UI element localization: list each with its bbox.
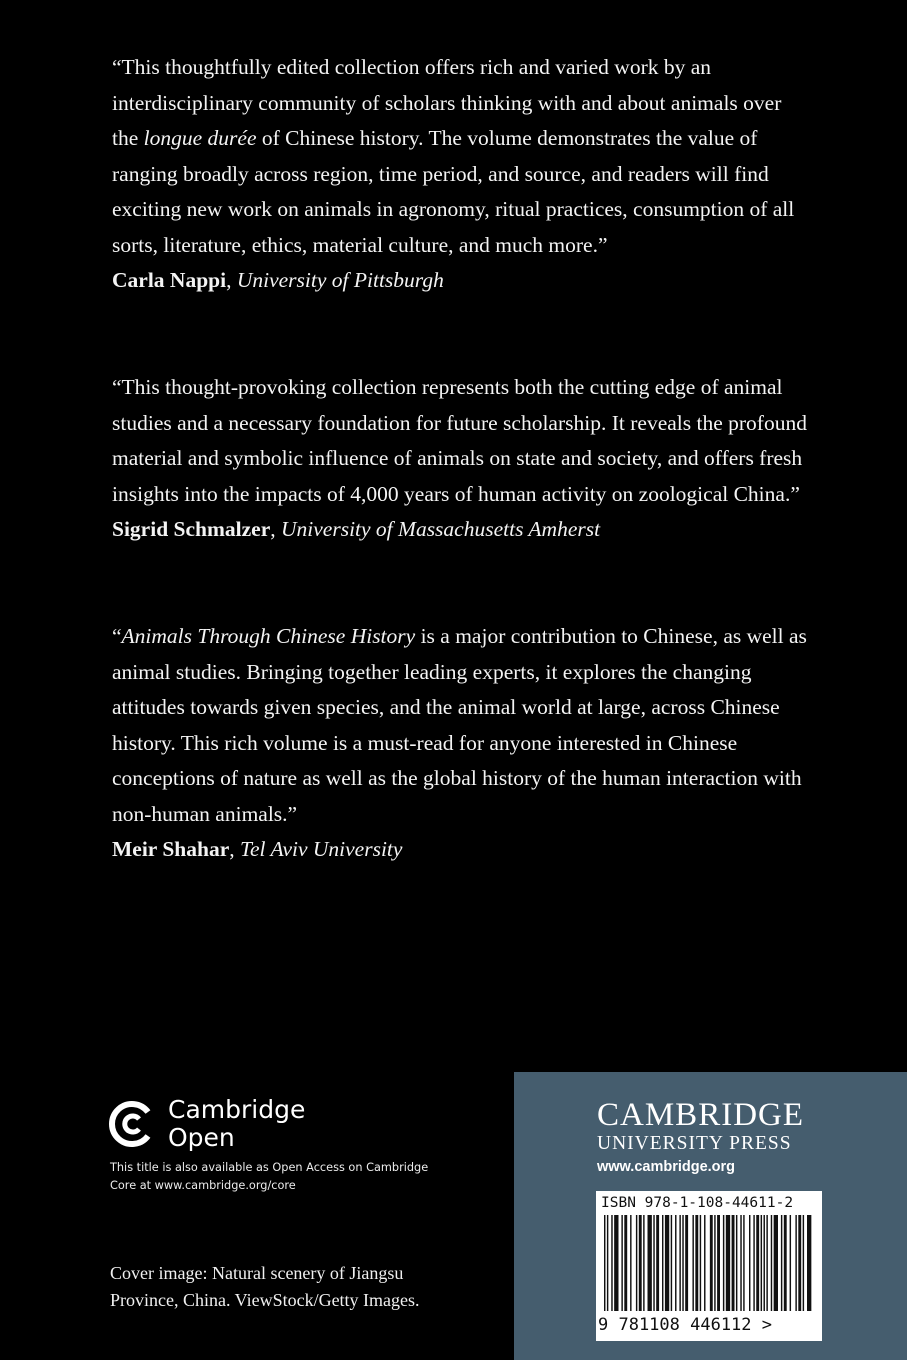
- quote-text: “This thoughtfully edited collection offers rich and varied work by an interdisciplinary community of scholars thinking with and about animals over the: [112, 55, 782, 150]
- isbn-barcode-box: [596, 1191, 822, 1341]
- review-quote: [112, 370, 812, 512]
- review-meir-shahar: [112, 619, 812, 868]
- review-quote: [112, 50, 812, 263]
- cambridge-open-line2: Open: [168, 1123, 235, 1152]
- review-attribution: Carla Nappi, University of Pittsburgh: [112, 268, 444, 292]
- book-title-italic: Animals Through Chinese History: [121, 624, 416, 648]
- review-attribution: Meir Shahar, Tel Aviv University: [112, 837, 403, 861]
- barcode-digits: 9 781108 446112 >: [598, 1315, 772, 1335]
- reviewer-name: Meir Shahar: [112, 837, 230, 861]
- isbn-label: ISBN 978-1-108-44611-2: [601, 1195, 794, 1211]
- cambridge-open-line1: Cambridge: [168, 1095, 306, 1124]
- publisher-press: UNIVERSITY PRESS: [597, 1133, 792, 1154]
- reviewer-institution: University of Pittsburgh: [236, 268, 444, 292]
- quote-text: is a major contribution to Chinese, as well as animal studies. Bringing together leading experts, it explores the changing attitudes towards given species, and the animal world at large, across Chinese history. This rich volume is a must-read for anyone interested in Chinese conceptions of nature as well as the global history of the human interaction with non-human animals.”: [112, 624, 807, 826]
- review-sigrid-schmalzer: [112, 370, 812, 548]
- cambridge-open-wordmark: [168, 1096, 305, 1152]
- publisher-name: CAMBRIDGE: [597, 1097, 805, 1133]
- reviewer-name: Sigrid Schmalzer: [112, 517, 271, 541]
- quote-text: “This thought-provoking collection represents both the cutting edge of animal studies and a necessary foundation for future scholarship. It reveals the profound material and symbolic influence of animals on state and society, and offers fresh insights into the impacts of 4,000 years of human activity on zoological China.”: [112, 375, 807, 506]
- quote-italic-text: longue durée: [143, 126, 257, 150]
- cambridge-open-c-icon: [108, 1100, 156, 1148]
- review-attribution: Sigrid Schmalzer, University of Massachusetts Amherst: [112, 517, 601, 541]
- reviewer-institution: Tel Aviv University: [240, 837, 403, 861]
- publisher-url: www.cambridge.org: [597, 1159, 736, 1175]
- review-carla-nappi: [112, 50, 812, 299]
- reviewer-institution: University of Massachusetts Amherst: [281, 517, 601, 541]
- barcode-icon: [602, 1215, 816, 1313]
- cambridge-open-logo: [108, 1096, 305, 1152]
- publisher-panel: [514, 1072, 907, 1360]
- open-access-note: This title is also available as Open Access on Cambridge Core at www.cambridge.org/core: [110, 1161, 429, 1192]
- quote-text-end: of Chinese history. The volume demonstrates the value of ranging broadly across region, time period, and source, and readers will find exciting new work on animals in agronomy, ritual practices, consumption of all sorts, literature, ethics, material culture, and much more.”: [112, 126, 795, 257]
- review-quote: [112, 619, 812, 832]
- quote-open-mark: “: [112, 624, 122, 648]
- reviewer-name: Carla Nappi: [112, 268, 227, 292]
- cover-image-credit: Cover image: Natural scenery of Jiangsu Province, China. ViewStock/Getty Images.: [110, 1263, 420, 1310]
